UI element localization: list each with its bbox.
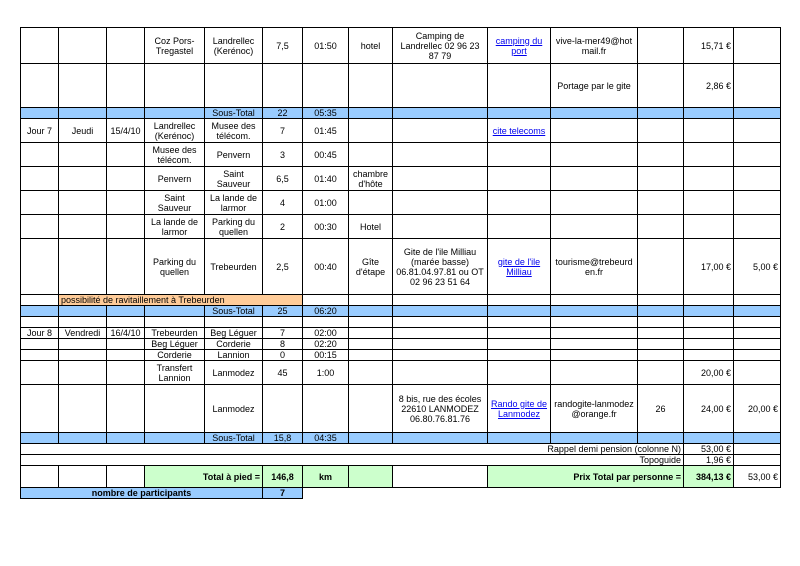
half-board-price: 53,00 € (684, 444, 734, 455)
to-cell: Saint Sauveur (205, 167, 263, 191)
km-cell: 2 (263, 215, 303, 239)
subtotal-time: 06:20 (303, 306, 349, 317)
type-cell: hotel (349, 28, 393, 64)
table-row (21, 328, 781, 339)
topoguide-price: 1,96 € (684, 455, 734, 466)
from-cell: La lande de larmor (145, 215, 205, 239)
extra-total: 53,00 € (734, 466, 781, 488)
km-cell: 7,5 (263, 28, 303, 64)
table-row (21, 350, 781, 361)
from-cell: Saint Sauveur (145, 191, 205, 215)
from-cell: Coz Pors-Tregastel (145, 28, 205, 64)
address-cell: 8 bis, rue des écoles 22610 LANMODEZ 06.80.76.81.76 (393, 385, 488, 433)
to-cell: Musee des télécom. (205, 119, 263, 143)
type-cell: Gîte d'étape (349, 239, 393, 295)
note-cell: Portage par le gite (551, 64, 638, 108)
km-cell: 3 (263, 143, 303, 167)
date-cell: 15/4/10 (107, 119, 145, 143)
table-row (21, 455, 781, 466)
table-row (21, 239, 781, 295)
subtotal-km: 22 (263, 108, 303, 119)
subtotal-km: 25 (263, 306, 303, 317)
time-cell: 00:15 (303, 350, 349, 361)
type-cell: Hotel (349, 215, 393, 239)
price-cell: 15,71 € (684, 28, 734, 64)
itinerary-sheet (20, 27, 781, 499)
table-row (21, 215, 781, 239)
time-cell: 00:30 (303, 215, 349, 239)
participants-row (21, 488, 781, 499)
table-row (21, 167, 781, 191)
time-cell: 01:00 (303, 191, 349, 215)
supply-note: possibilité de ravitaillement à Trebeurden (59, 295, 303, 306)
table-row (21, 339, 781, 350)
to-cell: Landrellec (Kerénoc) (205, 28, 263, 64)
table-row (21, 28, 781, 64)
table-row (21, 143, 781, 167)
lodging-link[interactable]: cite telecoms (488, 119, 551, 143)
price-cell: 17,00 € (684, 239, 734, 295)
half-board-label: Rappel demi pension (colonne N) (21, 444, 684, 455)
time-cell: 00:40 (303, 239, 349, 295)
subtotal-time: 05:35 (303, 108, 349, 119)
table-row (21, 191, 781, 215)
address-cell: Camping de Landrellec 02 96 23 87 79 (393, 28, 488, 64)
subtotal-label: Sous-Total (205, 306, 263, 317)
subtotal-label: Sous-Total (205, 433, 263, 444)
walk-total-label: Total à pied = (145, 466, 263, 488)
participants-cell: 26 (638, 385, 684, 433)
subtotal-time: 04:35 (303, 433, 349, 444)
price-cell: 2,86 € (684, 64, 734, 108)
date-cell: 16/4/10 (107, 328, 145, 339)
extra-cell: 20,00 € (734, 385, 781, 433)
to-cell: Penvern (205, 143, 263, 167)
km-cell: 2,5 (263, 239, 303, 295)
table-row (21, 295, 781, 306)
from-cell: Penvern (145, 167, 205, 191)
price-cell: 20,00 € (684, 361, 734, 385)
from-cell: Musee des télécom. (145, 143, 205, 167)
km-cell: 4 (263, 191, 303, 215)
to-cell: Lanmodez (205, 361, 263, 385)
email-cell: tourisme@trebeurden.fr (551, 239, 638, 295)
walk-total-unit: km (303, 466, 349, 488)
km-cell: 7 (263, 119, 303, 143)
km-cell: 7 (263, 328, 303, 339)
subtotal-km: 15,8 (263, 433, 303, 444)
subtotal-row (21, 433, 781, 444)
lodging-link[interactable]: Rando gite de Lanmodez (488, 385, 551, 433)
email-cell: vive-la-mer49@hotmail.fr (551, 28, 638, 64)
extra-cell: 5,00 € (734, 239, 781, 295)
topoguide-label: Topoguide (21, 455, 684, 466)
to-cell: La lande de larmor (205, 191, 263, 215)
lodging-link[interactable]: camping du port (488, 28, 551, 64)
time-cell: 01:45 (303, 119, 349, 143)
table-row (21, 385, 781, 433)
to-cell: Lanmodez (205, 385, 263, 433)
to-cell: Corderie (205, 339, 263, 350)
time-cell: 00:45 (303, 143, 349, 167)
price-total-value: 384,13 € (684, 466, 734, 488)
km-cell: 45 (263, 361, 303, 385)
km-cell: 6,5 (263, 167, 303, 191)
day-number: Jour 7 (21, 119, 59, 143)
walk-total-value: 146,8 (263, 466, 303, 488)
table-row (21, 444, 781, 455)
from-cell: Beg Léguer (145, 339, 205, 350)
totals-row (21, 466, 781, 488)
table-row (21, 64, 781, 108)
price-total-label: Prix Total par personne = (488, 466, 684, 488)
to-cell: Parking du quellen (205, 215, 263, 239)
from-cell: Parking du quellen (145, 239, 205, 295)
time-cell: 02:20 (303, 339, 349, 350)
to-cell: Beg Léguer (205, 328, 263, 339)
from-cell: Transfert Lannion (145, 361, 205, 385)
km-cell: 8 (263, 339, 303, 350)
table-row (21, 361, 781, 385)
day-name: Jeudi (59, 119, 107, 143)
type-cell: chambre d'hôte (349, 167, 393, 191)
participants-value: 7 (263, 488, 303, 499)
from-cell: Trebeurden (145, 328, 205, 339)
participants-label: nombre de participants (21, 488, 263, 499)
email-cell: randogite-lanmodez@orange.fr (551, 385, 638, 433)
table-row (21, 119, 781, 143)
time-cell: 1:00 (303, 361, 349, 385)
lodging-link[interactable]: gite de l'ile Milliau (488, 239, 551, 295)
day-name: Vendredi (59, 328, 107, 339)
table-row (21, 317, 781, 328)
address-cell: Gite de l'ile Milliau (marée basse) 06.81.04.97.81 ou OT 02 96 23 51 64 (393, 239, 488, 295)
time-cell: 02:00 (303, 328, 349, 339)
time-cell: 01:50 (303, 28, 349, 64)
from-cell: Corderie (145, 350, 205, 361)
subtotal-row (21, 108, 781, 119)
km-cell: 0 (263, 350, 303, 361)
from-cell: Landrellec (Kerénoc) (145, 119, 205, 143)
subtotal-label: Sous-Total (205, 108, 263, 119)
time-cell: 01:40 (303, 167, 349, 191)
subtotal-row (21, 306, 781, 317)
to-cell: Trebeurden (205, 239, 263, 295)
price-cell: 24,00 € (684, 385, 734, 433)
to-cell: Lannion (205, 350, 263, 361)
day-number: Jour 8 (21, 328, 59, 339)
